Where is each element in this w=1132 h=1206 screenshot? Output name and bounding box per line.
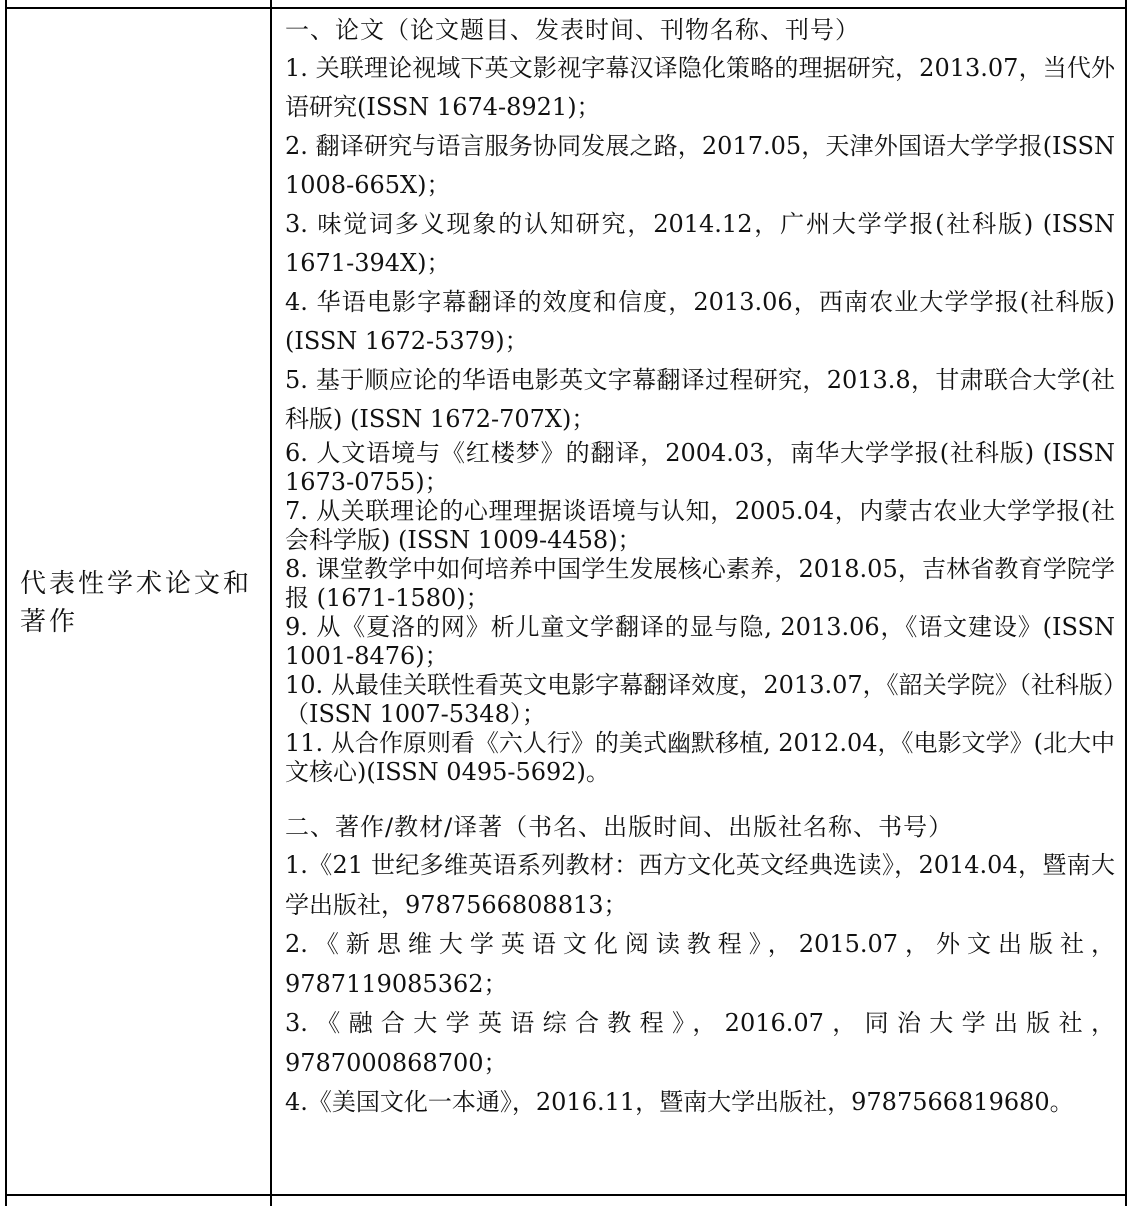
section-spacer: [285, 787, 1115, 808]
paper-entry: 10. 从最佳关联性看英文电影字幕翻译效度，2013.07，《韶关学院》（社科版）（ISSN 1007-5348）；: [285, 671, 1115, 728]
paper-entry: 4. 华语电影字幕翻译的效度和信度，2013.06，西南农业大学学报(社科版) (ISSN 1672-5379)；: [285, 288, 1115, 355]
paper-entry: 11. 从合作原则看《六人行》的美式幽默移植, 2012.04，《电影文学》(北大中文核心)(ISSN 0495-5692)。: [285, 729, 1115, 786]
paper-entry: 3. 味觉词多义现象的认知研究，2014.12，广州大学学报(社科版) (ISSN 1671-394X)；: [285, 210, 1115, 277]
table-border-left: [5, 0, 7, 1206]
books-list: [285, 846, 1115, 1123]
paper-entry: 2. 翻译研究与语言服务协同发展之路，2017.05，天津外国语大学学报(ISSN 1008-665X)；: [285, 132, 1115, 199]
papers-list-primary: [285, 49, 1115, 439]
papers-list-secondary: [285, 439, 1115, 787]
paper-entry: 5. 基于顺应论的华语电影英文字幕翻译过程研究，2013.8，甘肃联合大学(社科版) (ISSN 1672-707X)；: [285, 366, 1115, 433]
books-heading: 二、著作/教材/译著（书名、出版时间、出版社名称、书号）: [285, 813, 954, 841]
book-entry: 3.《融合大学英语综合教程》，2016.07，同治大学出版社，9787000868700；: [285, 1009, 1115, 1077]
paper-entry: 8. 课堂教学中如何培养中国学生发展核心素养，2018.05，吉林省教育学院学报 (1671-1580)；: [285, 555, 1115, 612]
book-entry: 4.《美国文化一本通》，2016.11，暨南大学出版社，9787566819680。: [285, 1088, 1074, 1116]
paper-entry: 6. 人文语境与《红楼梦》的翻译，2004.03，南华大学学报(社科版) (ISSN 1673-0755)；: [285, 439, 1115, 496]
table-row-divider-top: [5, 7, 1127, 9]
row-label: 代表性学术论文和著作: [20, 569, 253, 637]
table-border-right: [1125, 0, 1127, 1206]
table-column-divider: [270, 0, 272, 1206]
papers-heading: 一、论文（论文题目、发表时间、刊物名称、刊号）: [285, 16, 860, 44]
paper-entry: 9. 从《夏洛的网》析儿童文学翻译的显与隐, 2013.06，《语文建设》(ISSN 1001-8476)；: [285, 613, 1115, 670]
book-entry: 1.《21 世纪多维英语系列教材：西方文化英文经典选读》，2014.04，暨南大学出版社，9787566808813；: [285, 851, 1115, 919]
row-content: [285, 11, 1115, 1123]
table-row-divider-bottom: [5, 1194, 1127, 1196]
paper-entry: 7. 从关联理论的心理理据谈语境与认知，2005.04，内蒙古农业大学学报(社会科学版) (ISSN 1009-4458)；: [285, 497, 1115, 554]
book-entry: 2.《新思维大学英语文化阅读教程》，2015.07，外文出版社，9787119085362；: [285, 930, 1115, 998]
paper-entry: 1. 关联理论视域下英文影视字幕汉译隐化策略的理据研究，2013.07，当代外语研究(ISSN 1674-8921)；: [285, 54, 1115, 121]
